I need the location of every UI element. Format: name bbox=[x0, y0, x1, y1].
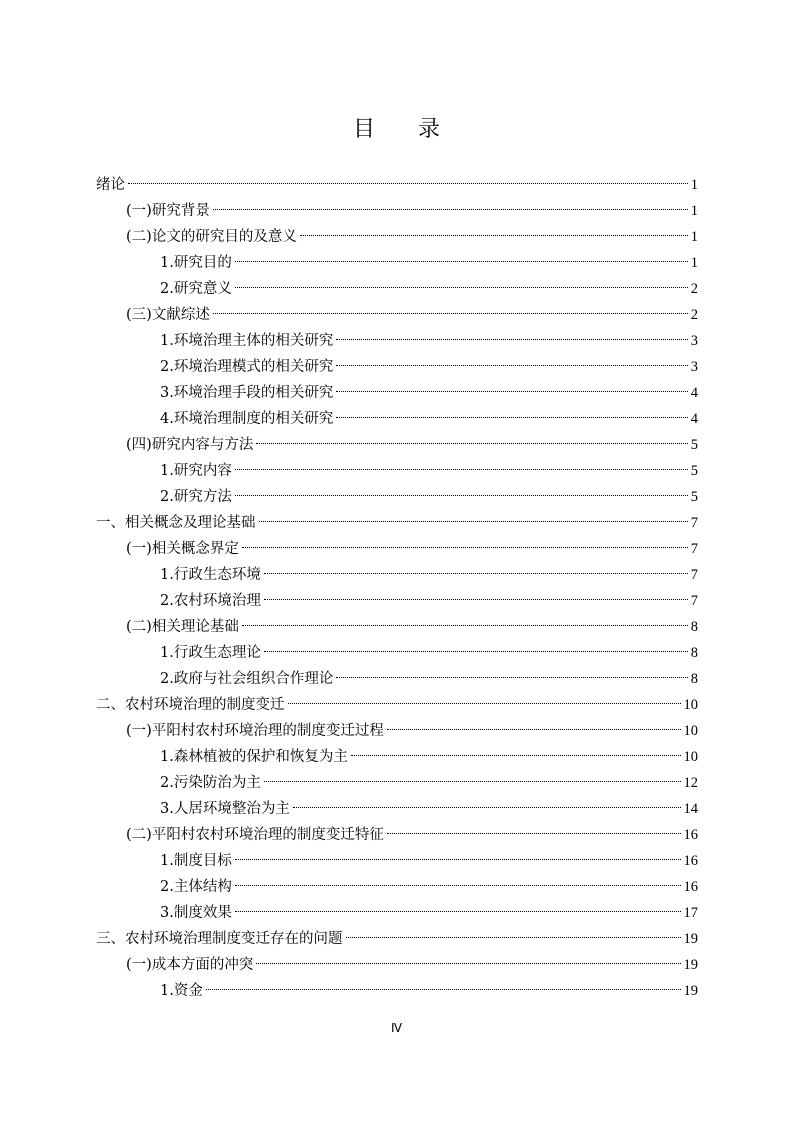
toc-entry-label: (二)平阳村农村环境治理的制度变迁特征 bbox=[126, 827, 384, 843]
toc-entry-label: (一)相关概念界定 bbox=[126, 541, 239, 557]
toc-entry-label: 2.污染防治为主 bbox=[160, 775, 261, 791]
toc-entry-page: 7 bbox=[690, 541, 698, 557]
dot-leader bbox=[336, 339, 687, 340]
toc-entry-page: 16 bbox=[683, 853, 698, 869]
toc-entry-page: 4 bbox=[690, 385, 698, 401]
dot-leader bbox=[235, 885, 681, 886]
dot-leader bbox=[235, 859, 681, 860]
table-of-contents bbox=[96, 172, 698, 1004]
toc-entry-label: 2.研究意义 bbox=[160, 281, 232, 297]
toc-entry-page: 7 bbox=[690, 567, 698, 583]
dot-leader bbox=[235, 261, 688, 262]
toc-entry[interactable] bbox=[96, 380, 698, 406]
toc-entry-label: (二)相关理论基础 bbox=[126, 619, 239, 635]
toc-entry[interactable] bbox=[96, 614, 698, 640]
toc-entry-label: 2.研究方法 bbox=[160, 489, 232, 505]
toc-entry-page: 14 bbox=[683, 801, 698, 817]
toc-entry[interactable] bbox=[96, 354, 698, 380]
toc-entry[interactable] bbox=[96, 172, 698, 198]
dot-leader bbox=[264, 651, 688, 652]
toc-entry-page: 1 bbox=[690, 203, 698, 219]
toc-title: 目 录 bbox=[353, 117, 458, 142]
toc-entry-label: (四)研究内容与方法 bbox=[126, 437, 254, 453]
toc-entry[interactable] bbox=[96, 718, 698, 744]
dot-leader bbox=[235, 911, 681, 912]
dot-leader bbox=[256, 963, 680, 964]
toc-entry-label: 4.环境治理制度的相关研究 bbox=[160, 411, 334, 427]
dot-leader bbox=[387, 729, 681, 730]
page-number: Ⅳ bbox=[390, 1021, 403, 1035]
dot-leader bbox=[213, 209, 688, 210]
toc-entry-label: 1.行政生态环境 bbox=[160, 567, 261, 583]
toc-entry-page: 5 bbox=[690, 489, 698, 505]
toc-entry-page: 8 bbox=[690, 619, 698, 635]
toc-entry-page: 19 bbox=[683, 931, 698, 947]
dot-leader bbox=[387, 833, 681, 834]
toc-entry-label: 2.政府与社会组织合作理论 bbox=[160, 671, 334, 687]
dot-leader bbox=[206, 989, 681, 990]
toc-entry-page: 2 bbox=[690, 281, 698, 297]
dot-leader bbox=[351, 755, 681, 756]
toc-entry-page: 10 bbox=[683, 749, 698, 765]
toc-entry-page: 5 bbox=[690, 463, 698, 479]
toc-entry[interactable] bbox=[96, 250, 698, 276]
toc-entry-label: 绪论 bbox=[96, 177, 125, 193]
toc-entry-label: 3.人居环境整治为主 bbox=[160, 801, 290, 817]
toc-entry[interactable] bbox=[96, 406, 698, 432]
toc-entry-label: (一)成本方面的冲突 bbox=[126, 957, 254, 973]
toc-entry-label: (一)平阳村农村环境治理的制度变迁过程 bbox=[126, 723, 384, 739]
toc-entry-label: (一)研究背景 bbox=[126, 203, 210, 219]
dot-leader bbox=[336, 417, 687, 418]
toc-entry-label: (三)文献综述 bbox=[126, 307, 210, 323]
dot-leader bbox=[256, 443, 687, 444]
toc-entry-page: 12 bbox=[683, 775, 698, 791]
dot-leader bbox=[128, 183, 688, 184]
toc-entry[interactable] bbox=[96, 770, 698, 796]
toc-entry[interactable] bbox=[96, 302, 698, 328]
toc-entry-label: 3.环境治理手段的相关研究 bbox=[160, 385, 334, 401]
dot-leader bbox=[346, 937, 681, 938]
toc-entry-label: 1.行政生态理论 bbox=[160, 645, 261, 661]
toc-entry-page: 3 bbox=[690, 359, 698, 375]
toc-entry[interactable] bbox=[96, 796, 698, 822]
dot-leader bbox=[300, 235, 688, 236]
toc-entry-label: 三、农村环境治理制度变迁存在的问题 bbox=[96, 931, 343, 947]
toc-entry[interactable] bbox=[96, 224, 698, 250]
toc-entry-page: 7 bbox=[690, 593, 698, 609]
toc-entry-page: 16 bbox=[683, 827, 698, 843]
toc-entry-page: 7 bbox=[690, 515, 698, 531]
toc-entry-label: 2.环境治理模式的相关研究 bbox=[160, 359, 334, 375]
toc-entry-page: 1 bbox=[690, 177, 698, 193]
dot-leader bbox=[235, 495, 688, 496]
toc-entry-page: 3 bbox=[690, 333, 698, 349]
toc-entry[interactable] bbox=[96, 276, 698, 302]
toc-entry-page: 19 bbox=[683, 957, 698, 973]
toc-entry-page: 17 bbox=[683, 905, 698, 921]
toc-entry-page: 10 bbox=[683, 723, 698, 739]
toc-entry[interactable] bbox=[96, 198, 698, 224]
toc-entry-page: 10 bbox=[683, 697, 698, 713]
toc-entry[interactable] bbox=[96, 432, 698, 458]
toc-entry-page: 8 bbox=[690, 671, 698, 687]
toc-entry[interactable] bbox=[96, 588, 698, 614]
dot-leader bbox=[336, 677, 687, 678]
toc-entry-label: 1.研究目的 bbox=[160, 255, 232, 271]
toc-entry-label: 1.制度目标 bbox=[160, 853, 232, 869]
toc-entry-label: 1.资金 bbox=[160, 983, 203, 999]
toc-entry[interactable] bbox=[96, 848, 698, 874]
toc-entry-label: 一、相关概念及理论基础 bbox=[96, 515, 256, 531]
dot-leader bbox=[264, 599, 688, 600]
toc-entry-page: 16 bbox=[683, 879, 698, 895]
dot-leader bbox=[235, 287, 688, 288]
toc-entry[interactable] bbox=[96, 536, 698, 562]
toc-entry-page: 19 bbox=[683, 983, 698, 999]
toc-entry-page: 1 bbox=[690, 255, 698, 271]
dot-leader bbox=[288, 703, 681, 704]
dot-leader bbox=[264, 781, 681, 782]
dot-leader bbox=[235, 469, 688, 470]
toc-entry-page: 1 bbox=[690, 229, 698, 245]
toc-entry[interactable] bbox=[96, 926, 698, 952]
toc-entry-label: 2.农村环境治理 bbox=[160, 593, 261, 609]
toc-entry-page: 8 bbox=[690, 645, 698, 661]
toc-entry[interactable] bbox=[96, 952, 698, 978]
dot-leader bbox=[242, 547, 688, 548]
toc-entry[interactable] bbox=[96, 978, 698, 1004]
toc-entry-page: 4 bbox=[690, 411, 698, 427]
dot-leader bbox=[213, 313, 688, 314]
toc-entry-label: 2.主体结构 bbox=[160, 879, 232, 895]
toc-entry[interactable] bbox=[96, 900, 698, 926]
dot-leader bbox=[336, 391, 687, 392]
toc-entry[interactable] bbox=[96, 458, 698, 484]
toc-entry-label: 二、农村环境治理的制度变迁 bbox=[96, 697, 285, 713]
dot-leader bbox=[242, 625, 688, 626]
toc-entry[interactable] bbox=[96, 510, 698, 536]
toc-entry[interactable] bbox=[96, 744, 698, 770]
toc-entry[interactable] bbox=[96, 874, 698, 900]
toc-entry[interactable] bbox=[96, 328, 698, 354]
toc-entry-label: 1.研究内容 bbox=[160, 463, 232, 479]
toc-entry-label: 1.环境治理主体的相关研究 bbox=[160, 333, 334, 349]
toc-entry[interactable] bbox=[96, 562, 698, 588]
toc-entry[interactable] bbox=[96, 484, 698, 510]
dot-leader bbox=[259, 521, 688, 522]
dot-leader bbox=[264, 573, 688, 574]
toc-entry[interactable] bbox=[96, 666, 698, 692]
toc-entry[interactable] bbox=[96, 822, 698, 848]
dot-leader bbox=[293, 807, 681, 808]
dot-leader bbox=[336, 365, 687, 366]
toc-entry[interactable] bbox=[96, 692, 698, 718]
toc-entry-page: 2 bbox=[690, 307, 698, 323]
toc-entry[interactable] bbox=[96, 640, 698, 666]
toc-entry-label: 3.制度效果 bbox=[160, 905, 232, 921]
toc-entry-page: 5 bbox=[690, 437, 698, 453]
toc-entry-label: 1.森林植被的保护和恢复为主 bbox=[160, 749, 348, 765]
toc-entry-label: (二)论文的研究目的及意义 bbox=[126, 229, 297, 245]
